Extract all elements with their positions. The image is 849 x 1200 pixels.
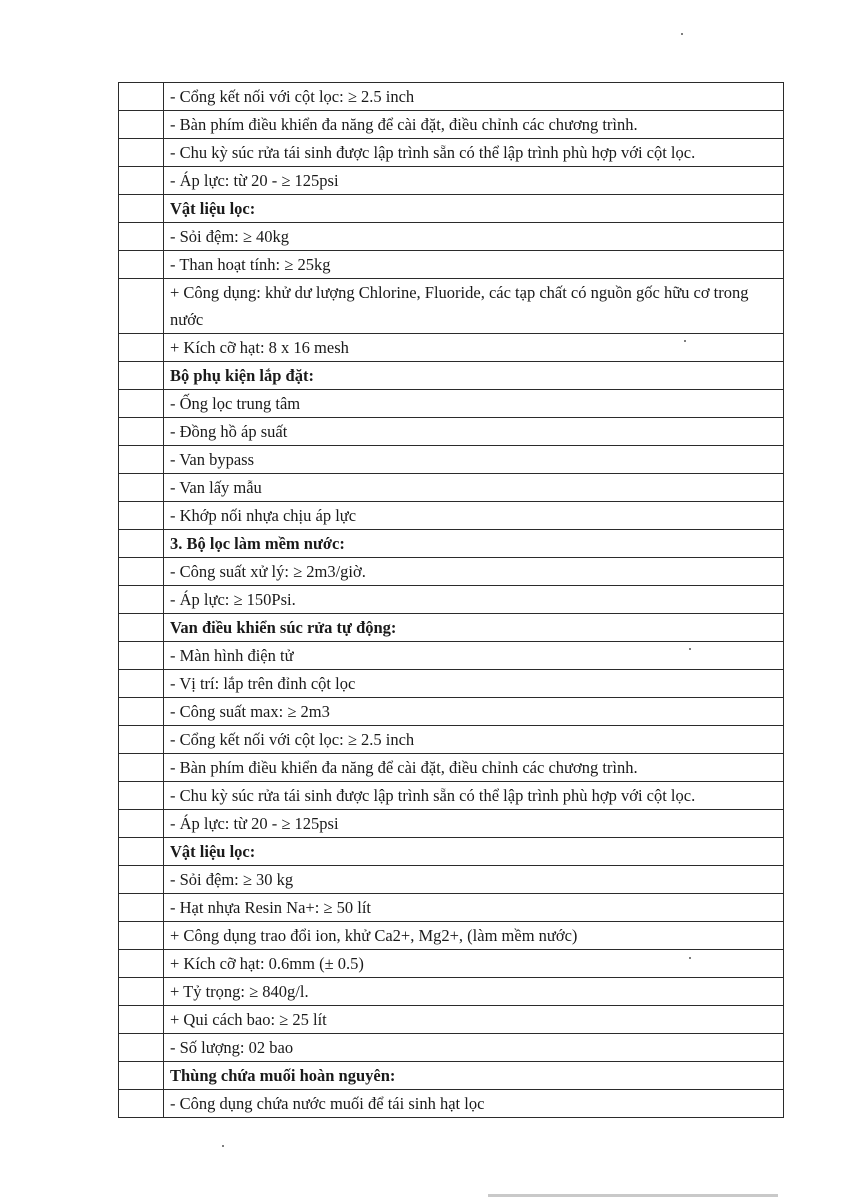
specification-table-body — [119, 83, 784, 1118]
table-row — [119, 251, 784, 279]
table-row — [119, 978, 784, 1006]
table-row — [119, 754, 784, 782]
table-row — [119, 586, 784, 614]
spec-item-cell: - Bàn phím điều khiển đa năng để cài đặt, điều chỉnh các chương trình. — [164, 111, 784, 139]
spec-item-cell: - Công suất max: ≥ 2m3 — [164, 698, 784, 726]
spec-item-cell: - Vị trí: lắp trên đỉnh cột lọc — [164, 670, 784, 698]
table-row — [119, 810, 784, 838]
row-index-cell — [119, 894, 164, 922]
table-section-header-row — [119, 530, 784, 558]
spec-item-cell: - Van lấy mẫu — [164, 474, 784, 502]
table-section-header-row — [119, 362, 784, 390]
spec-item-cell: - Chu kỳ súc rửa tái sinh được lập trình sẵn có thể lập trình phù hợp với cột lọc. — [164, 139, 784, 167]
table-row — [119, 390, 784, 418]
table-row — [119, 642, 784, 670]
section-heading-cell: Bộ phụ kiện lắp đặt: — [164, 362, 784, 390]
spec-item-cell: - Khớp nối nhựa chịu áp lực — [164, 502, 784, 530]
row-index-cell — [119, 586, 164, 614]
spec-item-cell: - Bàn phím điều khiển đa năng để cài đặt, điều chỉnh các chương trình. — [164, 754, 784, 782]
section-heading-cell: 3. Bộ lọc làm mềm nước: — [164, 530, 784, 558]
row-index-cell — [119, 83, 164, 111]
table-row — [119, 446, 784, 474]
table-row — [119, 334, 784, 362]
scan-speck — [222, 1145, 224, 1147]
table-row — [119, 223, 784, 251]
scan-speck — [689, 648, 691, 650]
table-row — [119, 111, 784, 139]
row-index-cell — [119, 922, 164, 950]
section-heading-cell: Vật liệu lọc: — [164, 195, 784, 223]
row-index-cell — [119, 502, 164, 530]
spec-item-cell: + Tỷ trọng: ≥ 840g/l. — [164, 978, 784, 1006]
spec-item-cell: + Công dụng: khử dư lượng Chlorine, Fluoride, các tạp chất có nguồn gốc hữu cơ trong nước — [164, 279, 784, 334]
row-index-cell — [119, 362, 164, 390]
scan-speck — [689, 957, 691, 959]
table-row — [119, 922, 784, 950]
table-section-header-row — [119, 1062, 784, 1090]
table-row — [119, 167, 784, 195]
spec-item-cell: - Sỏi đệm: ≥ 30 kg — [164, 866, 784, 894]
scan-speck — [681, 33, 683, 35]
table-row — [119, 726, 784, 754]
row-index-cell — [119, 139, 164, 167]
spec-item-cell: - Hạt nhựa Resin Na+: ≥ 50 lít — [164, 894, 784, 922]
row-index-cell — [119, 390, 164, 418]
spec-item-cell: + Kích cỡ hạt: 0.6mm (± 0.5) — [164, 950, 784, 978]
table-row — [119, 950, 784, 978]
table-row — [119, 474, 784, 502]
table-section-header-row — [119, 838, 784, 866]
row-index-cell — [119, 642, 164, 670]
table-row — [119, 279, 784, 334]
row-index-cell — [119, 1090, 164, 1118]
row-index-cell — [119, 978, 164, 1006]
scan-speck — [684, 340, 686, 342]
row-index-cell — [119, 223, 164, 251]
bottom-edge-mark — [488, 1194, 778, 1197]
table-row — [119, 1090, 784, 1118]
row-index-cell — [119, 167, 164, 195]
specification-table — [118, 82, 784, 1118]
table-row — [119, 866, 784, 894]
table-row — [119, 894, 784, 922]
spec-item-cell: - Áp lực: từ 20 - ≥ 125psi — [164, 810, 784, 838]
spec-item-cell: - Công suất xử lý: ≥ 2m3/giờ. — [164, 558, 784, 586]
row-index-cell — [119, 810, 164, 838]
row-index-cell — [119, 1006, 164, 1034]
spec-item-cell: - Than hoạt tính: ≥ 25kg — [164, 251, 784, 279]
row-index-cell — [119, 698, 164, 726]
table-row — [119, 558, 784, 586]
row-index-cell — [119, 866, 164, 894]
spec-item-cell: + Công dụng trao đổi ion, khử Ca2+, Mg2+, (làm mềm nước) — [164, 922, 784, 950]
spec-item-cell: + Kích cỡ hạt: 8 x 16 mesh — [164, 334, 784, 362]
row-index-cell — [119, 558, 164, 586]
row-index-cell — [119, 838, 164, 866]
spec-item-cell: - Áp lực: ≥ 150Psi. — [164, 586, 784, 614]
row-index-cell — [119, 614, 164, 642]
table-section-header-row — [119, 614, 784, 642]
spec-item-cell: - Công dụng chứa nước muối để tái sinh hạt lọc — [164, 1090, 784, 1118]
spec-item-cell: - Ống lọc trung tâm — [164, 390, 784, 418]
table-row — [119, 670, 784, 698]
table-row — [119, 1006, 784, 1034]
table-row — [119, 782, 784, 810]
row-index-cell — [119, 950, 164, 978]
row-index-cell — [119, 782, 164, 810]
row-index-cell — [119, 446, 164, 474]
row-index-cell — [119, 195, 164, 223]
row-index-cell — [119, 474, 164, 502]
section-heading-cell: Van điều khiển súc rửa tự động: — [164, 614, 784, 642]
spec-item-cell: - Cổng kết nối với cột lọc: ≥ 2.5 inch — [164, 83, 784, 111]
table-section-header-row — [119, 195, 784, 223]
row-index-cell — [119, 418, 164, 446]
row-index-cell — [119, 279, 164, 334]
spec-item-cell: - Áp lực: từ 20 - ≥ 125psi — [164, 167, 784, 195]
row-index-cell — [119, 251, 164, 279]
row-index-cell — [119, 334, 164, 362]
table-row — [119, 1034, 784, 1062]
table-row — [119, 139, 784, 167]
spec-item-cell: - Sỏi đệm: ≥ 40kg — [164, 223, 784, 251]
table-row — [119, 502, 784, 530]
spec-item-cell: - Màn hình điện tử — [164, 642, 784, 670]
spec-item-cell: - Van bypass — [164, 446, 784, 474]
spec-item-cell: - Đồng hồ áp suất — [164, 418, 784, 446]
table-row — [119, 418, 784, 446]
table-row — [119, 698, 784, 726]
section-heading-cell: Vật liệu lọc: — [164, 838, 784, 866]
spec-item-cell: - Cổng kết nối với cột lọc: ≥ 2.5 inch — [164, 726, 784, 754]
spec-item-cell: + Qui cách bao: ≥ 25 lít — [164, 1006, 784, 1034]
row-index-cell — [119, 754, 164, 782]
row-index-cell — [119, 111, 164, 139]
spec-item-cell: - Số lượng: 02 bao — [164, 1034, 784, 1062]
row-index-cell — [119, 1034, 164, 1062]
spec-item-cell: - Chu kỳ súc rửa tái sinh được lập trình sẵn có thể lập trình phù hợp với cột lọc. — [164, 782, 784, 810]
section-heading-cell: Thùng chứa muối hoàn nguyên: — [164, 1062, 784, 1090]
row-index-cell — [119, 1062, 164, 1090]
row-index-cell — [119, 726, 164, 754]
table-row — [119, 83, 784, 111]
row-index-cell — [119, 530, 164, 558]
row-index-cell — [119, 670, 164, 698]
